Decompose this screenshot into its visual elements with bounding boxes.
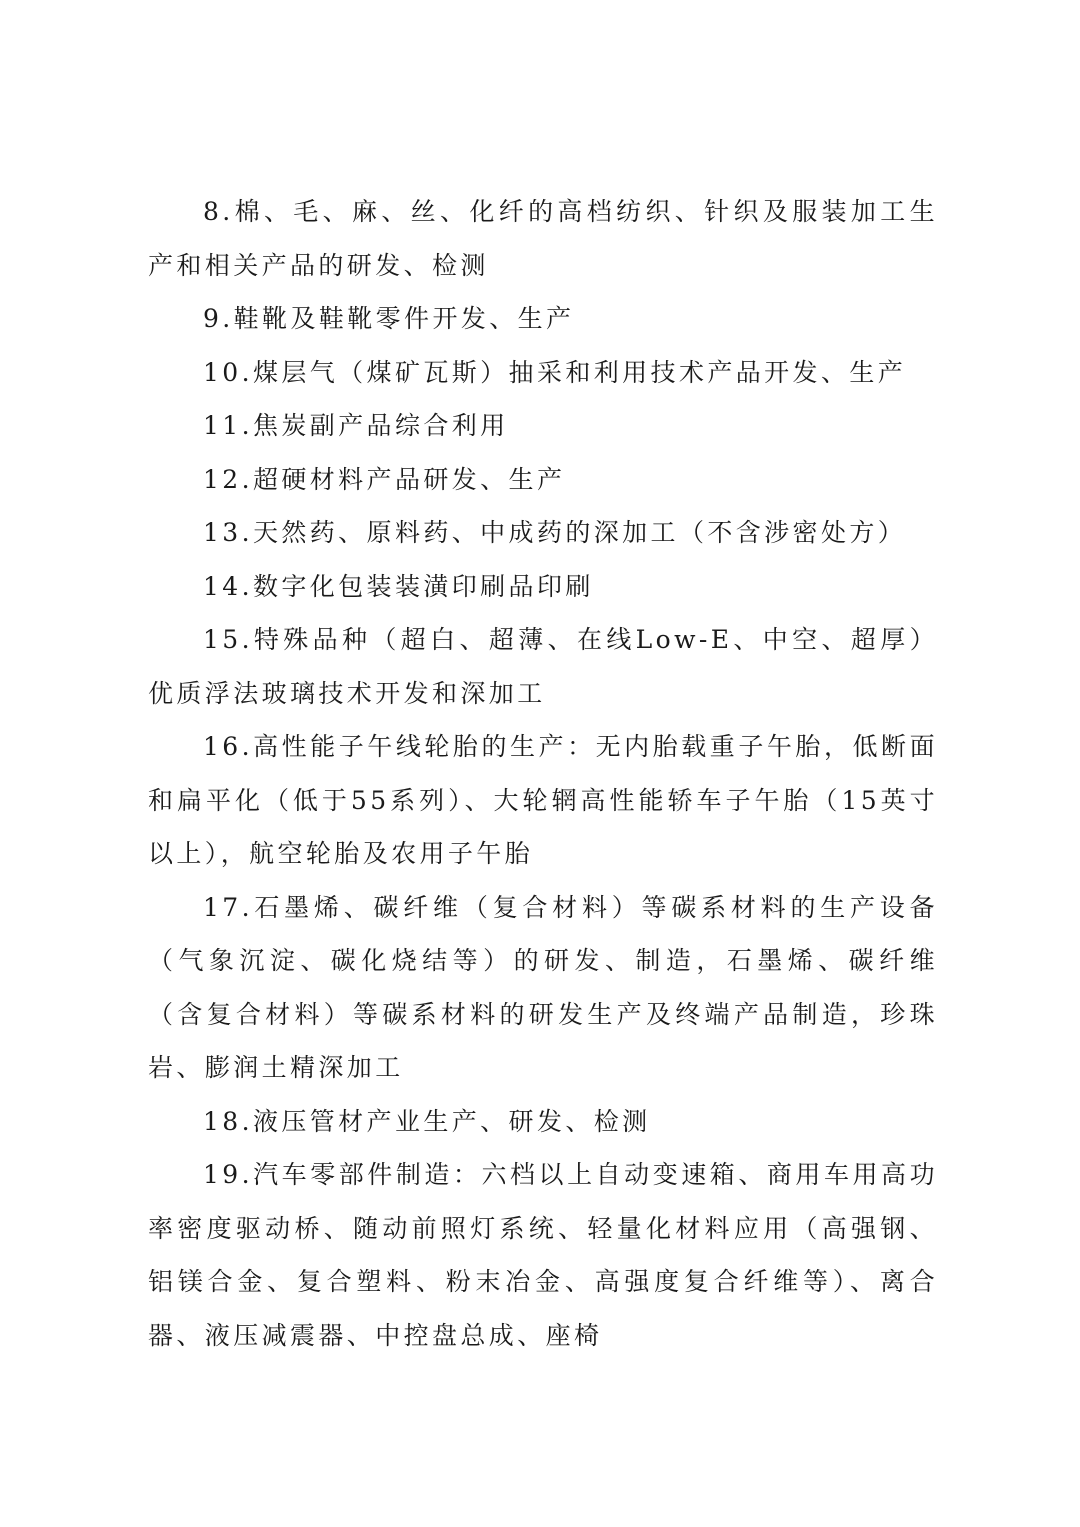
list-item-11: 11.焦炭副产品综合利用 [203,411,509,440]
list-item-18: 18.液压管材产业生产、研发、检测 [203,1106,651,1136]
list-item-16: 16.高性能子午线轮胎的生产：无内胎载重子午胎，低断面和扁平化（低于55系列）、大轮辋高性能轿车子午胎（15英寸以上），航空轮胎及农用子午胎 [148,732,938,868]
list-item-13: 13.天然药、原料药、中成药的深加工（不含涉密处方） [203,518,907,547]
list-item-14: 14.数字化包装装潢印刷品印刷 [203,571,594,601]
list-item-17: 17.石墨烯、碳纤维（复合材料）等碳系材料的生产设备（气象沉淀、碳化烧结等）的研发、制造，石墨烯、碳纤维（含复合材料）等碳系材料的研发生产及终端产品制造，珍珠岩、膨润土精深加工 [148,892,938,1082]
list-item-19: 19.汽车零部件制造：六档以上自动变速箱、商用车用高功率密度驱动桥、随动前照灯系统、轻量化材料应用（高强钢、铝镁合金、复合塑料、粉末冶金、高强度复合纤维等）、离合器、液压减震器、中控盘总成、座椅 [148,1160,938,1350]
list-item-12: 12.超硬材料产品研发、生产 [203,464,566,494]
document-body [148,185,938,1362]
list-item-15: 15.特殊品种（超白、超薄、在线Low-E、中空、超厚）优质浮法玻璃技术开发和深加工 [148,625,938,708]
list-item-10: 10.煤层气（煤矿瓦斯）抽采和利用技术产品开发、生产 [203,357,907,387]
list-item-9: 9.鞋靴及鞋靴零件开发、生产 [203,304,575,333]
list-item-8: 8.棉、毛、麻、丝、化纤的高档纺织、针织及服装加工生产和相关产品的研发、检测 [148,197,938,280]
